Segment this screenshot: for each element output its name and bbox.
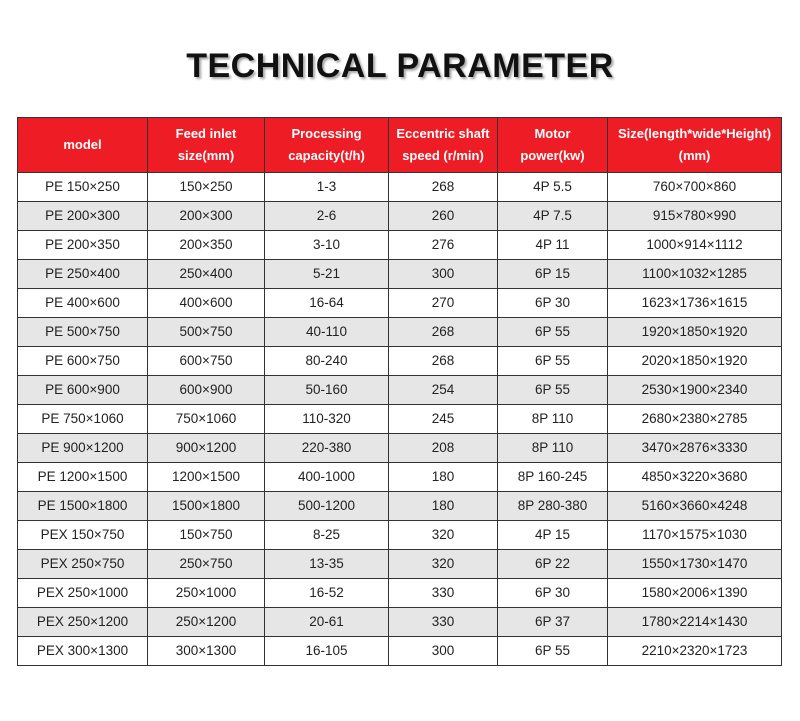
cell-model: PE 600×900 xyxy=(18,376,148,405)
cell-eccentric-shaft-speed: 254 xyxy=(389,376,498,405)
cell-eccentric-shaft-speed: 300 xyxy=(389,260,498,289)
cell-eccentric-shaft-speed: 276 xyxy=(389,231,498,260)
cell-feed-inlet: 250×1200 xyxy=(148,608,265,637)
header-motor-power: Motor power(kw) xyxy=(498,118,608,173)
cell-model: PEX 250×1200 xyxy=(18,608,148,637)
cell-feed-inlet: 200×300 xyxy=(148,202,265,231)
cell-model: PE 150×250 xyxy=(18,173,148,202)
cell-processing-capacity: 1-3 xyxy=(265,173,389,202)
cell-eccentric-shaft-speed: 330 xyxy=(389,608,498,637)
header-size: Size(length*wide*Height) (mm) xyxy=(608,118,782,173)
cell-processing-capacity: 16-52 xyxy=(265,579,389,608)
table-row xyxy=(18,608,782,637)
cell-size: 2020×1850×1920 xyxy=(608,347,782,376)
table-row xyxy=(18,492,782,521)
table-row xyxy=(18,318,782,347)
cell-size: 760×700×860 xyxy=(608,173,782,202)
table-row xyxy=(18,550,782,579)
cell-processing-capacity: 80-240 xyxy=(265,347,389,376)
cell-model: PE 200×350 xyxy=(18,231,148,260)
cell-processing-capacity: 16-64 xyxy=(265,289,389,318)
cell-eccentric-shaft-speed: 320 xyxy=(389,521,498,550)
table-row xyxy=(18,202,782,231)
header-model: model xyxy=(18,118,148,173)
header-eccentric-shaft-speed: Eccentric shaft speed (r/min) xyxy=(389,118,498,173)
cell-size: 1100×1032×1285 xyxy=(608,260,782,289)
cell-eccentric-shaft-speed: 268 xyxy=(389,173,498,202)
cell-processing-capacity: 50-160 xyxy=(265,376,389,405)
table-row xyxy=(18,637,782,666)
cell-eccentric-shaft-speed: 330 xyxy=(389,579,498,608)
cell-motor-power: 4P 11 xyxy=(498,231,608,260)
cell-size: 3470×2876×3330 xyxy=(608,434,782,463)
cell-processing-capacity: 8-25 xyxy=(265,521,389,550)
cell-feed-inlet: 200×350 xyxy=(148,231,265,260)
cell-model: PE 200×300 xyxy=(18,202,148,231)
table-row xyxy=(18,579,782,608)
header-processing-capacity: Processing capacity(t/h) xyxy=(265,118,389,173)
cell-model: PEX 150×750 xyxy=(18,521,148,550)
cell-processing-capacity: 500-1200 xyxy=(265,492,389,521)
cell-feed-inlet: 250×1000 xyxy=(148,579,265,608)
cell-eccentric-shaft-speed: 180 xyxy=(389,463,498,492)
cell-motor-power: 4P 15 xyxy=(498,521,608,550)
cell-motor-power: 8P 110 xyxy=(498,434,608,463)
table-row xyxy=(18,434,782,463)
cell-eccentric-shaft-speed: 208 xyxy=(389,434,498,463)
cell-motor-power: 8P 160-245 xyxy=(498,463,608,492)
cell-feed-inlet: 500×750 xyxy=(148,318,265,347)
cell-model: PE 500×750 xyxy=(18,318,148,347)
cell-feed-inlet: 250×750 xyxy=(148,550,265,579)
cell-motor-power: 6P 55 xyxy=(498,637,608,666)
table-row xyxy=(18,376,782,405)
cell-feed-inlet: 1200×1500 xyxy=(148,463,265,492)
cell-eccentric-shaft-speed: 260 xyxy=(389,202,498,231)
cell-size: 2680×2380×2785 xyxy=(608,405,782,434)
cell-eccentric-shaft-speed: 268 xyxy=(389,347,498,376)
cell-feed-inlet: 900×1200 xyxy=(148,434,265,463)
table-row xyxy=(18,289,782,318)
cell-size: 1550×1730×1470 xyxy=(608,550,782,579)
table-row xyxy=(18,173,782,202)
cell-model: PE 1200×1500 xyxy=(18,463,148,492)
cell-processing-capacity: 220-380 xyxy=(265,434,389,463)
cell-model: PEX 250×1000 xyxy=(18,579,148,608)
cell-feed-inlet: 150×250 xyxy=(148,173,265,202)
cell-feed-inlet: 600×750 xyxy=(148,347,265,376)
cell-model: PE 400×600 xyxy=(18,289,148,318)
cell-feed-inlet: 750×1060 xyxy=(148,405,265,434)
table-row xyxy=(18,405,782,434)
cell-processing-capacity: 16-105 xyxy=(265,637,389,666)
cell-motor-power: 6P 55 xyxy=(498,376,608,405)
cell-size: 1170×1575×1030 xyxy=(608,521,782,550)
cell-motor-power: 6P 22 xyxy=(498,550,608,579)
table-row xyxy=(18,463,782,492)
cell-model: PE 750×1060 xyxy=(18,405,148,434)
cell-size: 1920×1850×1920 xyxy=(608,318,782,347)
cell-model: PE 250×400 xyxy=(18,260,148,289)
cell-model: PE 1500×1800 xyxy=(18,492,148,521)
cell-feed-inlet: 1500×1800 xyxy=(148,492,265,521)
cell-motor-power: 6P 55 xyxy=(498,318,608,347)
technical-parameter-table xyxy=(17,117,782,666)
cell-size: 1780×2214×1430 xyxy=(608,608,782,637)
cell-processing-capacity: 3-10 xyxy=(265,231,389,260)
cell-eccentric-shaft-speed: 270 xyxy=(389,289,498,318)
cell-eccentric-shaft-speed: 300 xyxy=(389,637,498,666)
cell-feed-inlet: 150×750 xyxy=(148,521,265,550)
cell-size: 1580×2006×1390 xyxy=(608,579,782,608)
cell-eccentric-shaft-speed: 268 xyxy=(389,318,498,347)
cell-feed-inlet: 600×900 xyxy=(148,376,265,405)
cell-motor-power: 4P 7.5 xyxy=(498,202,608,231)
cell-processing-capacity: 110-320 xyxy=(265,405,389,434)
table-row xyxy=(18,260,782,289)
cell-motor-power: 6P 55 xyxy=(498,347,608,376)
table-row xyxy=(18,347,782,376)
cell-size: 915×780×990 xyxy=(608,202,782,231)
cell-model: PEX 250×750 xyxy=(18,550,148,579)
cell-size: 4850×3220×3680 xyxy=(608,463,782,492)
cell-size: 1623×1736×1615 xyxy=(608,289,782,318)
page-title: TECHNICAL PARAMETER xyxy=(186,47,614,85)
cell-model: PE 900×1200 xyxy=(18,434,148,463)
cell-motor-power: 6P 37 xyxy=(498,608,608,637)
cell-eccentric-shaft-speed: 180 xyxy=(389,492,498,521)
cell-model: PE 600×750 xyxy=(18,347,148,376)
header-feed-inlet: Feed inlet size(mm) xyxy=(148,118,265,173)
cell-eccentric-shaft-speed: 320 xyxy=(389,550,498,579)
cell-feed-inlet: 300×1300 xyxy=(148,637,265,666)
cell-motor-power: 4P 5.5 xyxy=(498,173,608,202)
cell-motor-power: 8P 280-380 xyxy=(498,492,608,521)
cell-size: 2210×2320×1723 xyxy=(608,637,782,666)
cell-size: 5160×3660×4248 xyxy=(608,492,782,521)
table-row xyxy=(18,521,782,550)
cell-feed-inlet: 400×600 xyxy=(148,289,265,318)
cell-feed-inlet: 250×400 xyxy=(148,260,265,289)
cell-processing-capacity: 40-110 xyxy=(265,318,389,347)
cell-size: 2530×1900×2340 xyxy=(608,376,782,405)
cell-processing-capacity: 13-35 xyxy=(265,550,389,579)
cell-model: PEX 300×1300 xyxy=(18,637,148,666)
cell-eccentric-shaft-speed: 245 xyxy=(389,405,498,434)
cell-processing-capacity: 5-21 xyxy=(265,260,389,289)
cell-motor-power: 6P 15 xyxy=(498,260,608,289)
cell-processing-capacity: 2-6 xyxy=(265,202,389,231)
table-row xyxy=(18,231,782,260)
header-row xyxy=(18,118,782,173)
cell-processing-capacity: 400-1000 xyxy=(265,463,389,492)
cell-motor-power: 6P 30 xyxy=(498,289,608,318)
cell-processing-capacity: 20-61 xyxy=(265,608,389,637)
cell-motor-power: 6P 30 xyxy=(498,579,608,608)
cell-motor-power: 8P 110 xyxy=(498,405,608,434)
cell-size: 1000×914×1112 xyxy=(608,231,782,260)
